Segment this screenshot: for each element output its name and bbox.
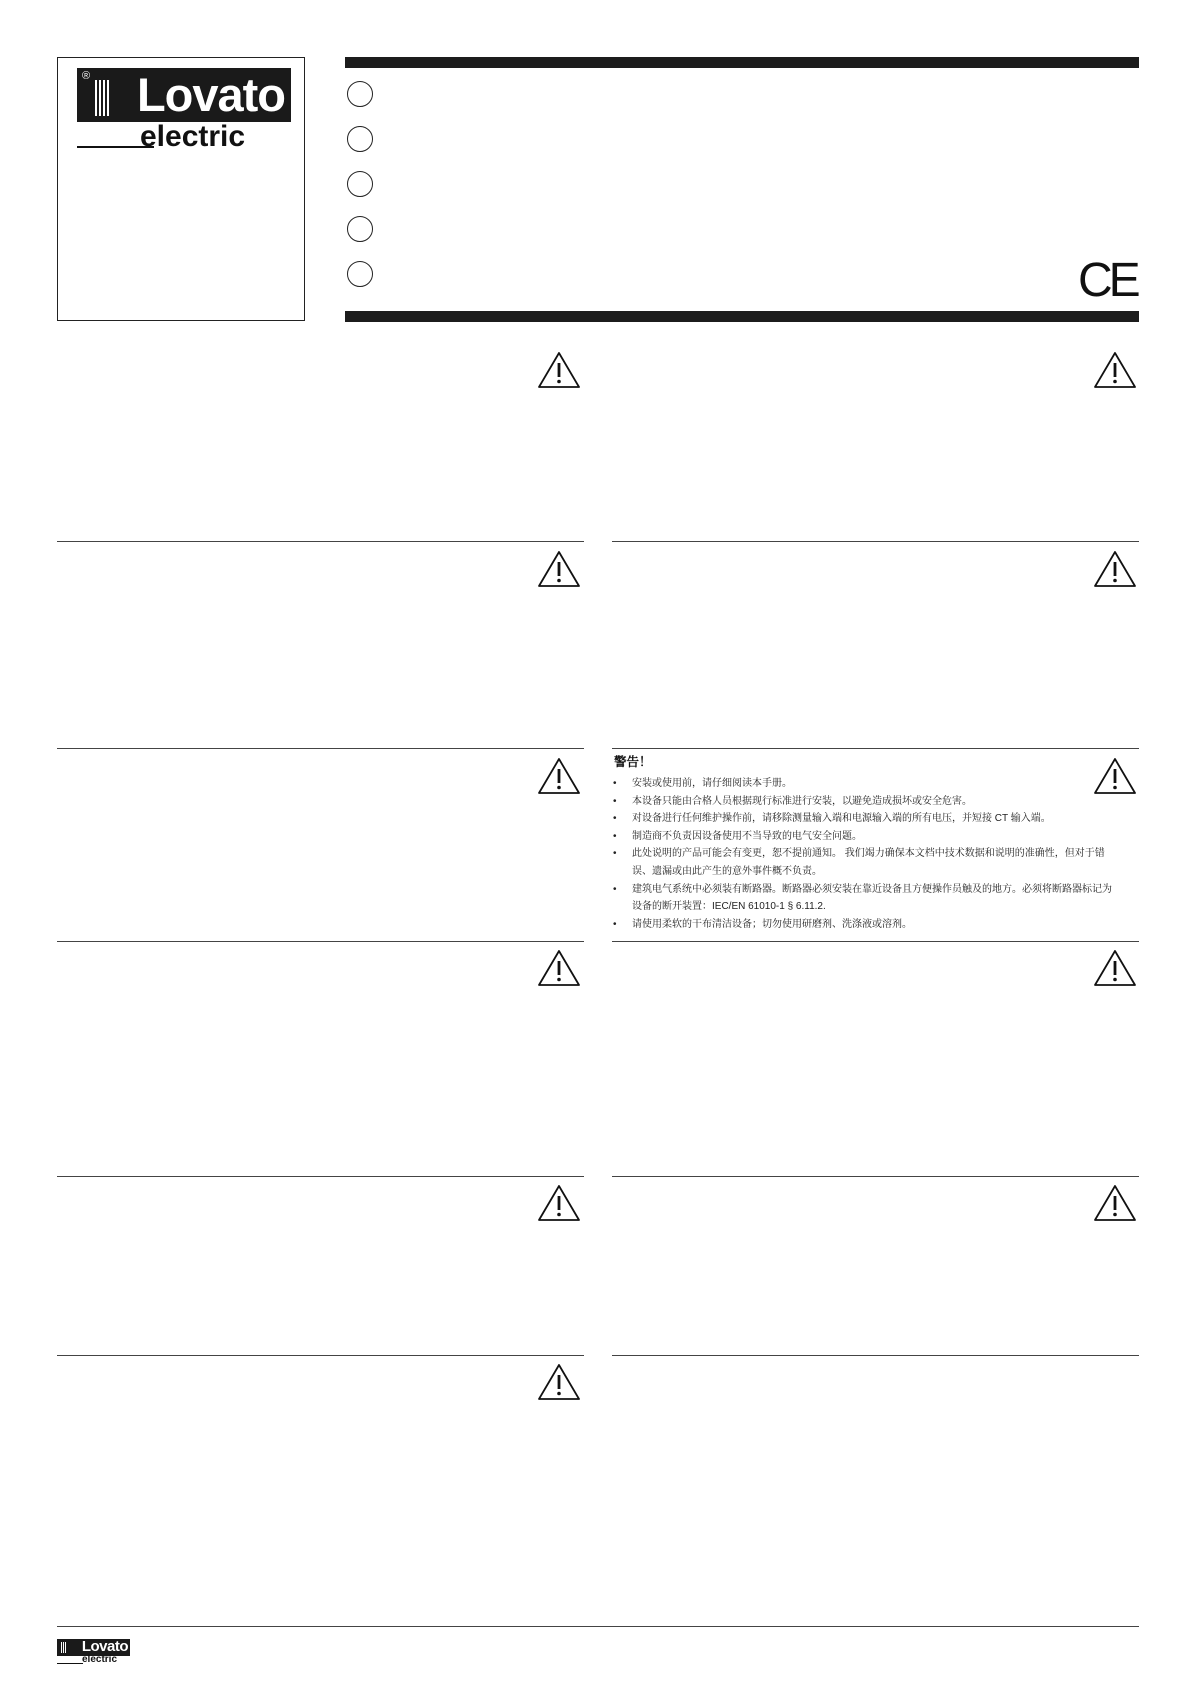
brand-logo (77, 68, 291, 122)
section-divider (612, 541, 1139, 542)
warning-item: • 安装或使用前，请仔细阅读本手册。 (612, 775, 1112, 793)
logo-sub: electric (140, 120, 246, 153)
warning-item: • 对设备进行任何维护操作前，请移除测量输入端和电源输入端的所有电压，并短接 CT 输入端。 (612, 810, 1112, 828)
logo-bars-icon (61, 1642, 69, 1653)
header-bottom-bar (345, 311, 1139, 322)
logo-name: Lovato (136, 68, 285, 121)
section-divider (612, 941, 1139, 942)
language-circle-icon (347, 261, 373, 287)
ce-mark: CE (1078, 254, 1137, 307)
footer-logo-rule (57, 1663, 83, 1664)
warning-triangle-icon (537, 1363, 581, 1401)
warning-title: 警告！ (614, 755, 652, 769)
language-circle-icon (347, 81, 373, 107)
section-divider (612, 1176, 1139, 1177)
language-circle-icon (347, 216, 373, 242)
warning-item: • 请使用柔软的干布清洁设备；切勿使用研磨剂、洗涤液或溶剂。 (612, 916, 1112, 934)
warning-list (612, 775, 1112, 933)
warning-triangle-icon (537, 1184, 581, 1222)
section-divider (57, 748, 584, 749)
warning-triangle-icon (537, 351, 581, 389)
warning-item: • 建筑电气系统中必须装有断路器。断路器必须安装在靠近设备且方便操作员触及的地方。必须将断路器标记为设备的断开装置：IEC/EN 61010-1 § 6.11.2. (612, 881, 1112, 916)
section-divider (612, 748, 1139, 749)
section-divider (57, 541, 584, 542)
language-circle-icon (347, 126, 373, 152)
warning-triangle-icon (1093, 1184, 1137, 1222)
warning-item: • 制造商不负责因设备使用不当导致的电气安全问题。 (612, 828, 1112, 846)
warning-item: • 此处说明的产品可能会有变更，恕不提前通知。 我们竭力确保本文档中技术数据和说明的准确性，但对于错误、遗漏或由此产生的意外事件概不负责。 (612, 845, 1112, 880)
warning-triangle-icon (537, 949, 581, 987)
warning-triangle-icon (1093, 949, 1137, 987)
warning-triangle-icon (537, 757, 581, 795)
footer-logo-sub: electric (82, 1654, 118, 1665)
registered-mark: ® (82, 70, 91, 82)
language-circle-icon (347, 171, 373, 197)
header-top-bar (345, 57, 1139, 68)
warning-triangle-icon (1093, 351, 1137, 389)
section-divider (57, 941, 584, 942)
warning-triangle-icon (537, 550, 581, 588)
footer-logo-name: Lovato (81, 1638, 128, 1655)
section-divider (57, 1176, 584, 1177)
section-divider (612, 1355, 1139, 1356)
warning-item: • 本设备只能由合格人员根据现行标准进行安装，以避免造成损坏或安全危害。 (612, 793, 1112, 811)
warning-triangle-icon (1093, 550, 1137, 588)
footer-divider (57, 1626, 1139, 1627)
section-divider (57, 1355, 584, 1356)
